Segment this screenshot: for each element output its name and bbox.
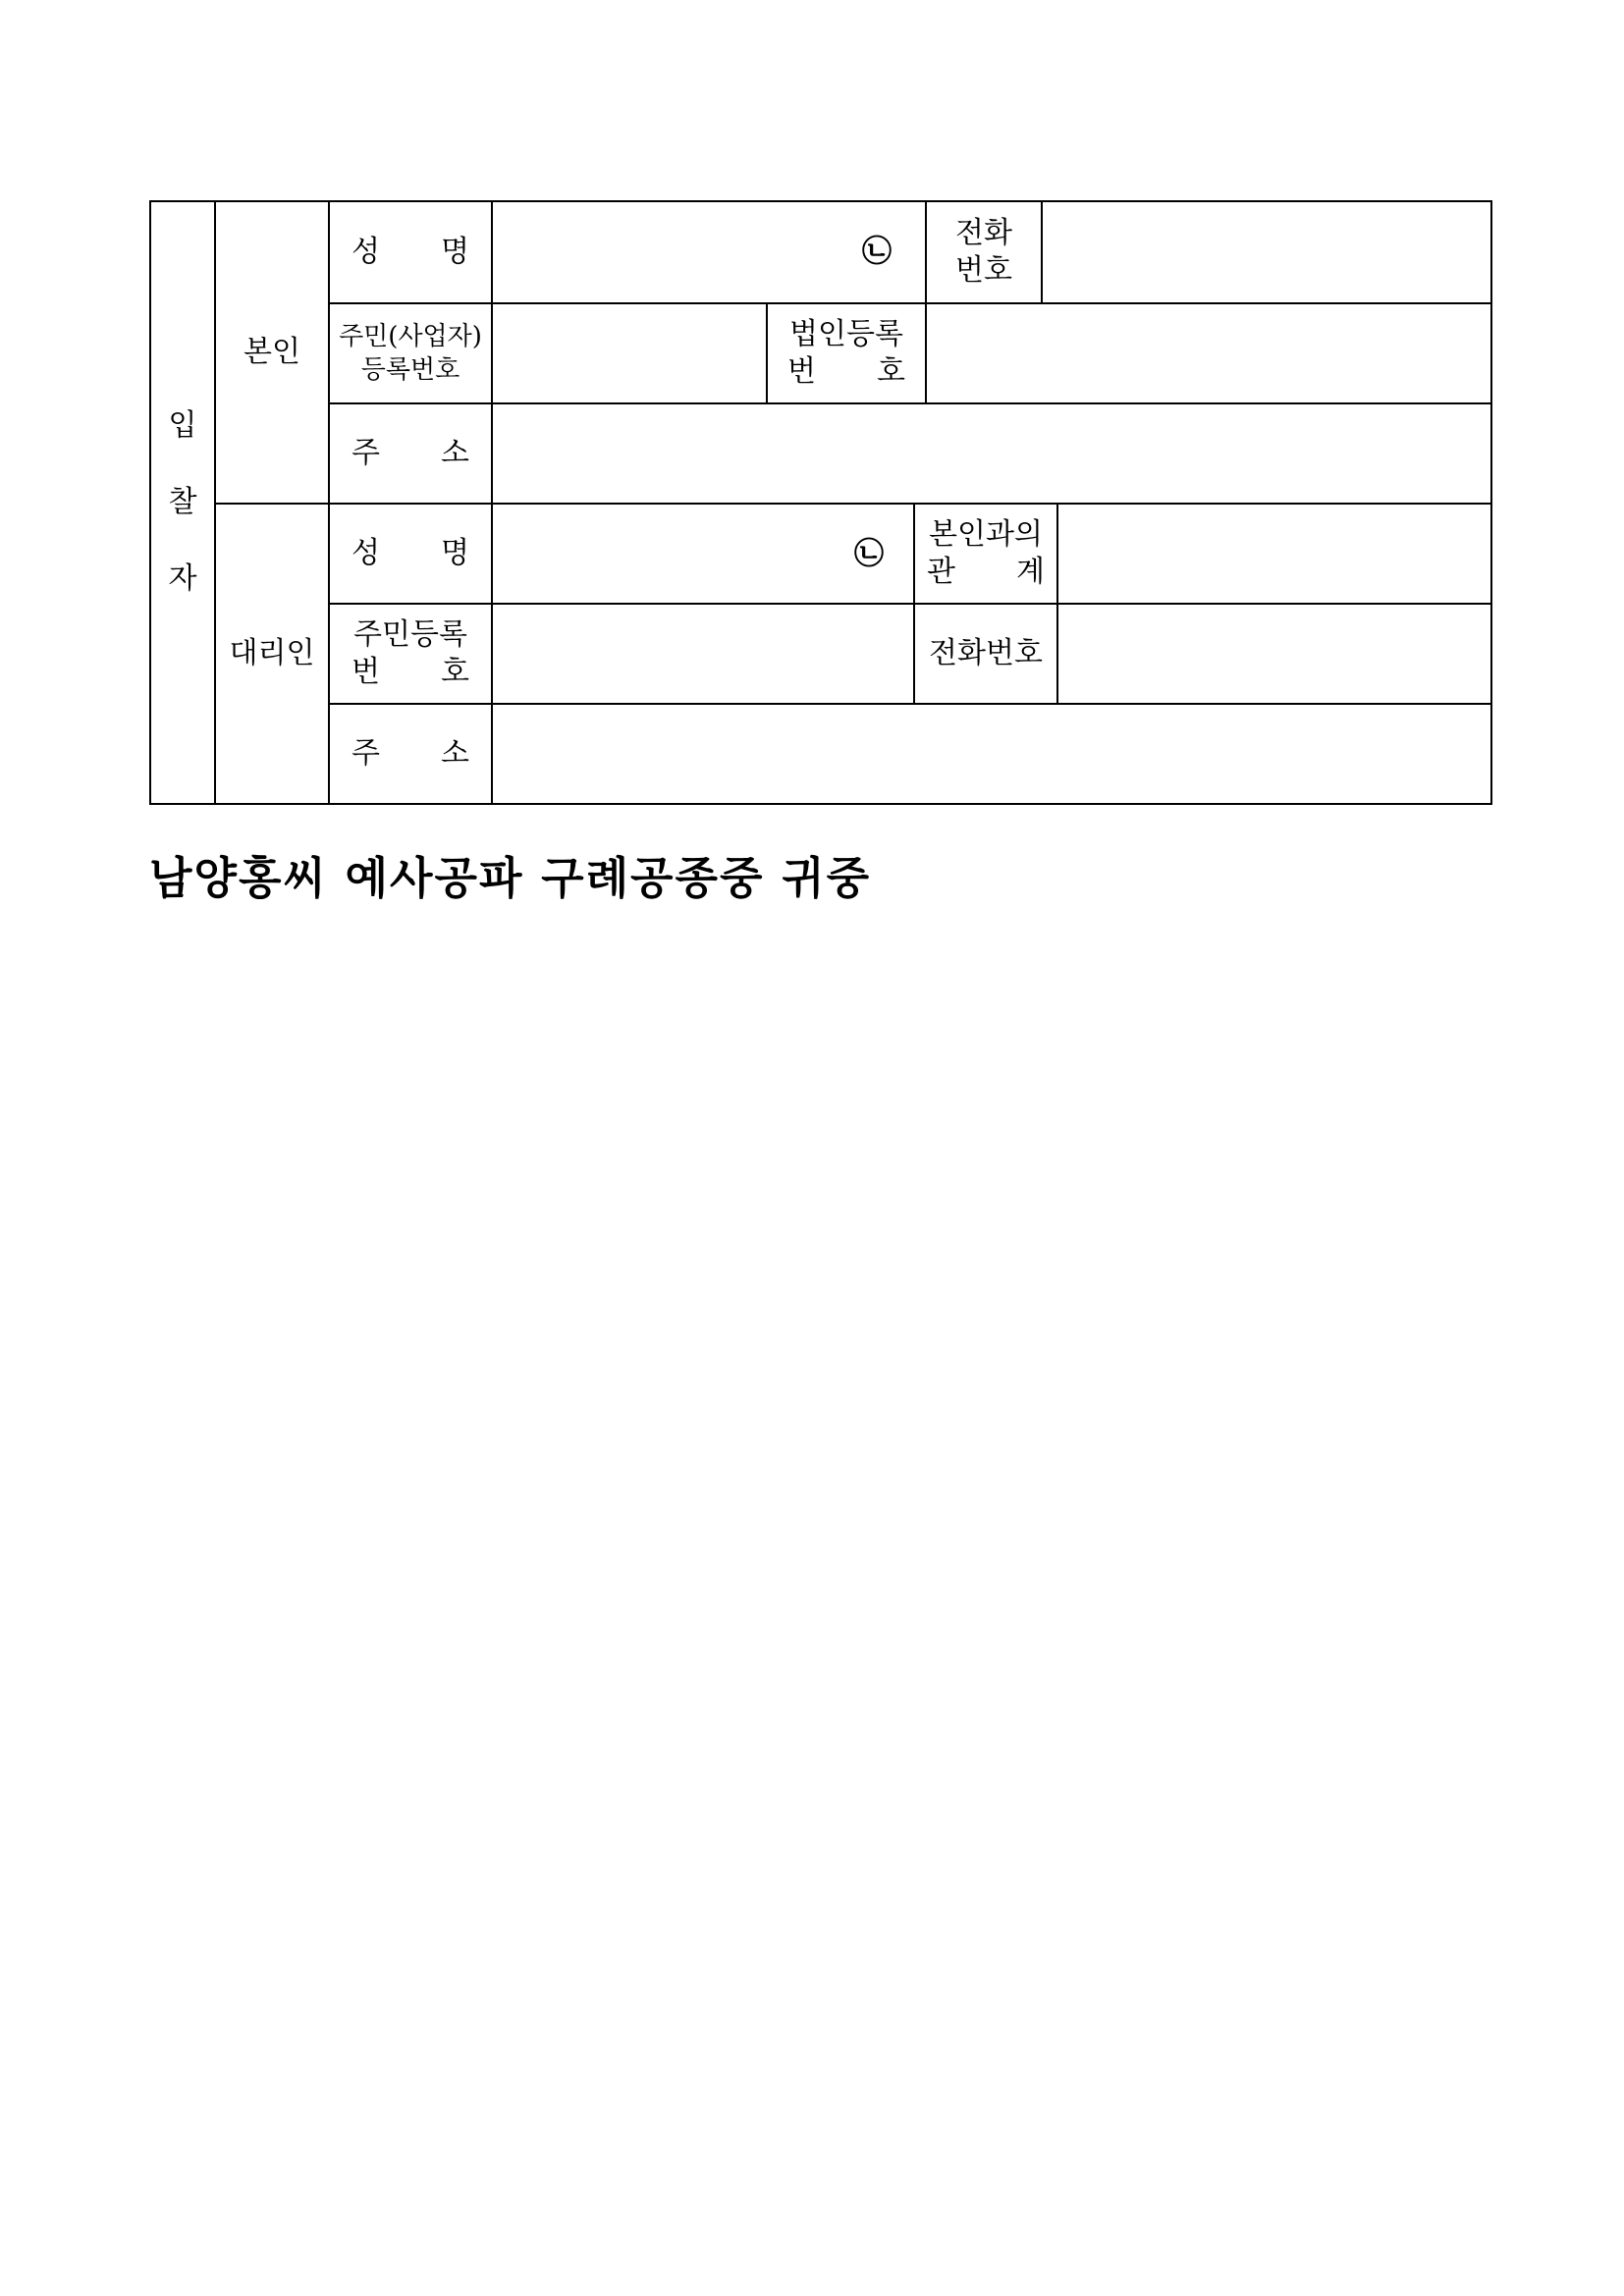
self-corp-label: 법인등록 번 호 <box>787 317 905 389</box>
agent-phone-field[interactable] <box>1058 605 1492 703</box>
agent-name-label: 성 명 <box>352 536 469 570</box>
seal-mark: ㉡ <box>854 537 884 571</box>
agent-name-field[interactable] <box>493 505 913 603</box>
self-reg-label: 주민(사업자) 등록번호 <box>339 322 482 385</box>
bidder-form-table <box>149 200 1492 805</box>
self-phone-field[interactable] <box>1043 202 1492 302</box>
bidder-label: 입 찰 자 <box>168 408 197 596</box>
addressee-heading: 남양홍씨 예사공파 구례공종중 귀중 <box>149 852 872 904</box>
agent-reg-label: 주민등록 번 호 <box>352 617 469 689</box>
agent-relation-label: 본인과의 관 계 <box>927 517 1045 589</box>
self-address-field[interactable] <box>493 404 1492 503</box>
self-section-label: 본인 <box>244 335 300 369</box>
agent-section-label: 대리인 <box>229 636 315 670</box>
agent-relation-field[interactable] <box>1058 505 1492 603</box>
self-phone-label: 전화 번호 <box>955 216 1012 288</box>
self-reg-field[interactable] <box>493 304 766 402</box>
agent-reg-field[interactable] <box>493 605 913 703</box>
seal-mark: ㉡ <box>862 235 892 269</box>
agent-address-label: 주 소 <box>352 736 469 771</box>
agent-address-field[interactable] <box>493 705 1492 803</box>
self-name-field[interactable] <box>493 202 925 302</box>
self-name-label: 성 명 <box>352 235 469 269</box>
agent-phone-label: 전화번호 <box>929 636 1043 670</box>
self-corp-field[interactable] <box>927 304 1492 402</box>
self-address-label: 주 소 <box>352 436 469 470</box>
